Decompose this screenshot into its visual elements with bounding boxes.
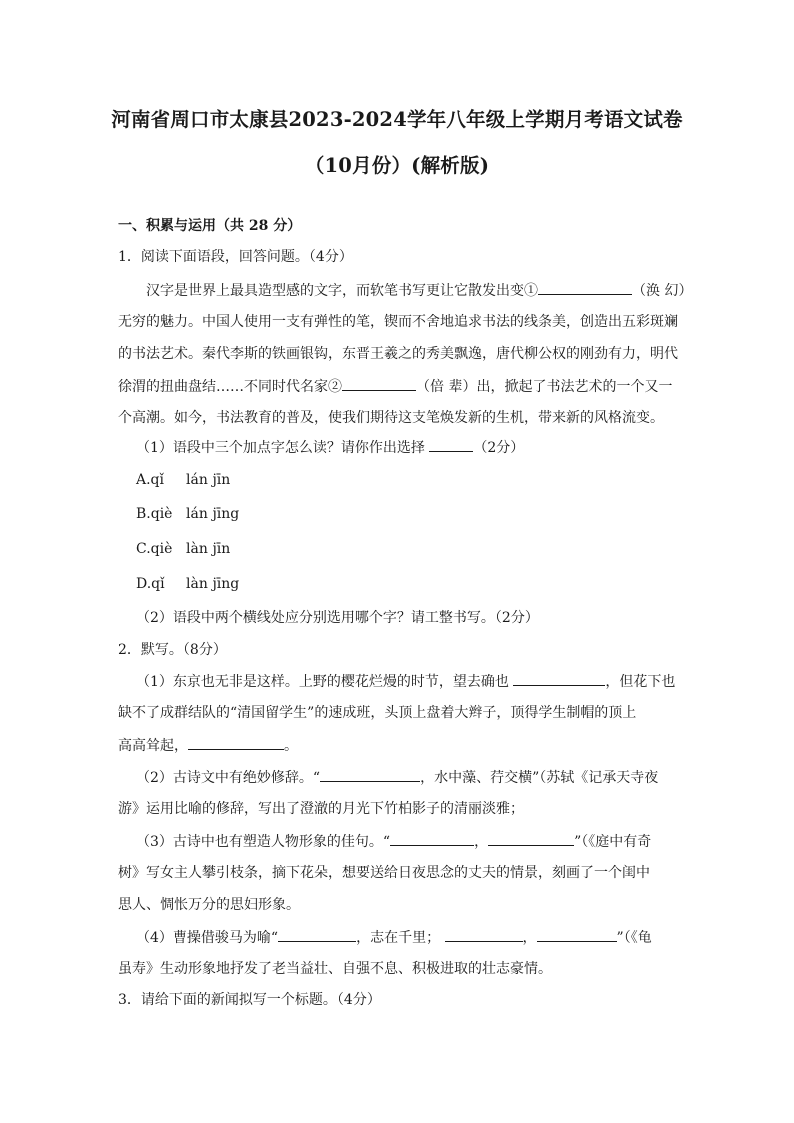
question-3-stem: 3．请给下面的新闻拟写一个标题。（4分） [118,992,381,1008]
passage-text: 徐渭的扭曲盘结……不同时代名家② [118,379,342,395]
answer-blank-1[interactable] [538,280,632,295]
option-letter: C.qiè [136,541,173,557]
option-letter: B.qiè [136,506,173,522]
sub-question-text: （1）语段中三个加点字怎么读？请你作出选择 [136,440,425,456]
question-2-stem: 2．默写。（8分） [118,642,227,658]
exam-title-line2: （10月份）(解析版) [304,154,490,177]
dictation-text: ， [474,834,489,850]
dictation-blank[interactable] [537,927,617,942]
dictation-text: ”（《庭中有奇 [574,834,652,850]
option-d[interactable] [136,574,239,594]
dictation-text: 。 [284,738,298,754]
dictation-text: ，志在千里； [356,930,441,946]
passage-line-1 [146,280,692,301]
option-letter: D.qǐ [136,576,165,592]
option-letter: A.qǐ [136,472,164,488]
sub-question-2: （2）语段中两个横线处应分别选用哪个字？请工整书写。（2分） [136,610,539,626]
exam-title-line1: 河南省周口市太康县2023-2024学年八年级上学期月考语文试卷 [111,108,683,131]
passage-text: 汉字是世界上最具造型感的文字，而软笔书写更让它散发出变① [146,283,538,299]
score: （2分） [473,440,525,456]
dictation-4-line-2: 虽寿》生动形象地抒发了老当益壮、自强不息、积极进取的壮志豪情。 [118,961,552,977]
section-heading: 一、积累与运用（共 28 分） [118,218,302,234]
dictation-1-line-2: 缺不了成群结队的“清国留学生”的速成班，头顶上盘着大辫子，顶得学生制帽的顶上 [118,705,637,721]
question-1-stem: 1．阅读下面语段，回答问题。（4分） [118,249,353,265]
dictation-3-line-2: 树》写女主人攀引枝条，摘下花朵，想要送给日夜思念的丈夫的情景，刻画了一个闺中 [118,865,650,881]
dictation-text: （2）古诗文中有绝妙修辞。“ [136,770,321,786]
dictation-blank[interactable] [278,927,356,942]
dictation-2-line-1 [136,767,658,788]
option-a[interactable] [136,470,230,490]
passage-line-4 [118,376,672,397]
dictation-blank[interactable] [320,767,420,782]
dictation-text: ，但花下也 [605,674,676,690]
dictation-blank[interactable] [390,831,474,846]
dictation-2-line-2: 游》运用比喻的修辞，写出了澄澈的月光下竹柏影子的清丽淡雅； [118,801,524,817]
dictation-1-line-1 [136,671,675,692]
passage-line-3: 的书法艺术。秦代李斯的铁画银钩，东晋王羲之的秀美飘逸，唐代柳公权的刚劲有力，明代 [118,346,678,362]
answer-blank-2[interactable] [342,376,416,391]
sub-question-1 [136,437,524,458]
passage-line-5: 个高潮。如今，书法教育的普及，使我们期待这支笔焕发新的生机，带来新的风格流变。 [118,410,664,426]
passage-text: （倍 辈）出，掀起了书法艺术的一个又一 [416,379,673,395]
dictation-text: （1）东京也无非是这样。上野的樱花烂熳的时节，望去确也 [136,674,509,690]
option-b[interactable] [136,504,239,524]
dictation-blank[interactable] [445,927,523,942]
dictation-4-line-1 [136,927,652,948]
dictation-3-line-1 [136,831,651,852]
dictation-blank[interactable] [188,735,284,750]
pinyin: lán [186,472,208,488]
option-c[interactable] [136,539,230,559]
dictation-3-line-3: 思人、惆怅万分的思妇形象。 [118,897,300,913]
pinyin: jīn [212,541,231,557]
dictation-text: ，水中藻、荇交横”（苏轼《记承天寺夜 [420,770,659,786]
dictation-text: （4）曹操借骏马为喻“ [136,930,279,946]
pinyin: jīn [212,472,231,488]
dictation-text: ， [522,930,537,946]
dictation-text: （3）古诗中也有塑造人物形象的佳句。“ [136,834,391,850]
pinyin: làn [186,576,208,592]
passage-line-2: 无穷的魅力。中国人使用一支有弹性的笔，锲而不舍地追求书法的线条美，创造出五彩斑斓 [118,314,678,330]
pinyin: lán [186,506,208,522]
dictation-text: ”（《龟 [616,930,652,946]
dictation-text: 高高耸起， [118,738,188,754]
pinyin: làn [186,541,208,557]
dictation-blank[interactable] [488,831,574,846]
dictation-1-line-3 [118,735,298,756]
choice-hint: （涣 幻） [632,283,693,299]
choice-answer-blank[interactable] [429,437,473,452]
pinyin: jīng [212,506,240,522]
dictation-blank[interactable] [513,671,605,686]
pinyin: jīng [212,576,240,592]
